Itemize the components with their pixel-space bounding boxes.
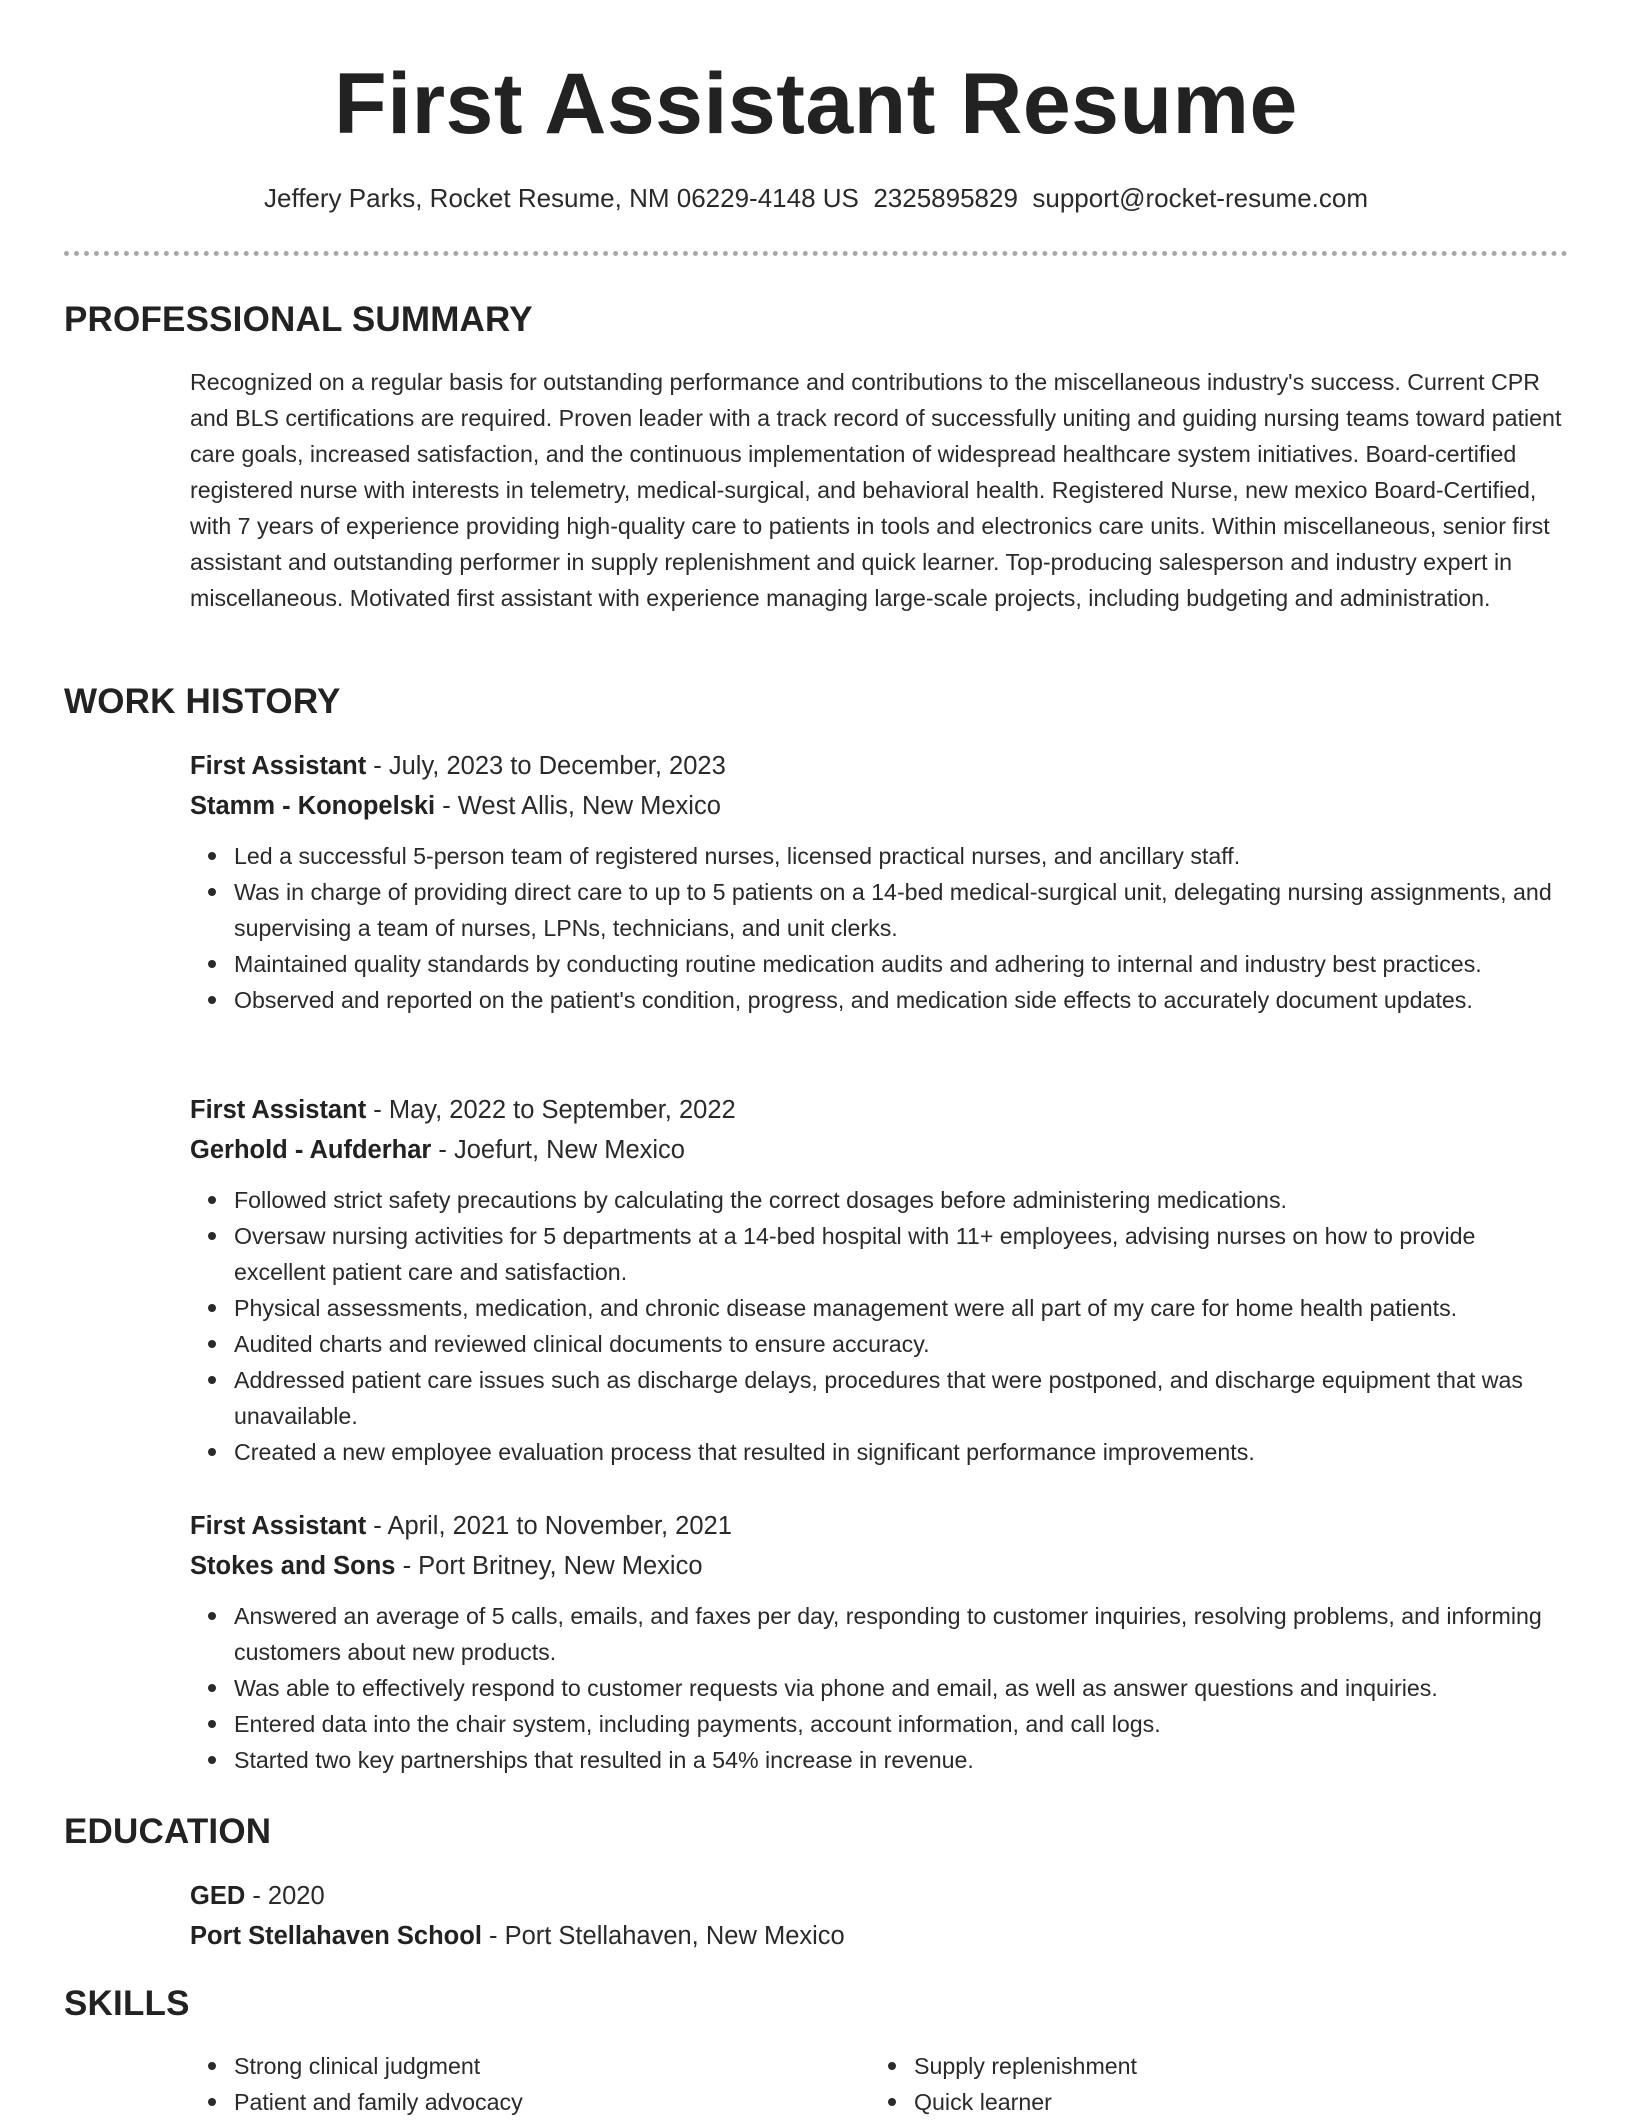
skill-item: Supply replenishment [914, 2048, 1510, 2084]
job-bullets [190, 1598, 1570, 1778]
job-bullet: Audited charts and reviewed clinical documents to ensure accuracy. [234, 1326, 1570, 1362]
job-bullet: Entered data into the chair system, including payments, account information, and call logs. [234, 1706, 1570, 1742]
job-bullets [190, 1182, 1570, 1470]
job-company: Gerhold - Aufderhar [190, 1136, 432, 1164]
job-bullet: Observed and reported on the patient's condition, progress, and medication side effects to accurately document updates. [234, 982, 1570, 1018]
job-bullet: Oversaw nursing activities for 5 departments at a 14-bed hospital with 11+ employees, advising nurses on how to provide excellent patient care and satisfaction. [234, 1218, 1570, 1290]
job-bullet: Maintained quality standards by conducting routine medication audits and adhering to internal and industry best practices. [234, 946, 1570, 982]
header-divider [64, 251, 1568, 256]
job-bullet: Started two key partnerships that resulted in a 54% increase in revenue. [234, 1742, 1570, 1778]
job-company: Stamm - Konopelski [190, 792, 436, 820]
job-title-line [190, 1090, 1570, 1130]
job-entry [190, 1090, 1570, 1470]
education-location: - Port Stellahaven, New Mexico [481, 1922, 845, 1950]
job-location: - Port Britney, New Mexico [395, 1552, 703, 1580]
job-title: First Assistant [190, 1096, 367, 1124]
skill-item: Strong clinical judgment [234, 2048, 830, 2084]
job-location: - Joefurt, New Mexico [431, 1136, 685, 1164]
job-bullet: Led a successful 5-person team of registered nurses, licensed practical nurses, and ancillary staff. [234, 838, 1570, 874]
job-location: - West Allis, New Mexico [435, 792, 721, 820]
contact-email: support@rocket-resume.com [1032, 183, 1369, 213]
skill-item: Quick learner [914, 2084, 1510, 2120]
skill-item: Patient and family advocacy [234, 2084, 830, 2120]
skills-heading: SKILLS [64, 1984, 190, 2023]
summary-heading: PROFESSIONAL SUMMARY [64, 300, 533, 339]
job-company-line [190, 1130, 1570, 1170]
job-bullet: Created a new employee evaluation process that resulted in significant performance improvements. [234, 1434, 1570, 1470]
education-year: - 2020 [245, 1882, 325, 1910]
job-bullet: Answered an average of 5 calls, emails, and faxes per day, responding to customer inquiries, resolving problems, and informing customers about new products. [234, 1598, 1570, 1670]
education-school-line [190, 1916, 1570, 1956]
skills-bullets [870, 2048, 1510, 2120]
job-title: First Assistant [190, 752, 367, 780]
resume-title: First Assistant Resume [334, 56, 1298, 152]
education-degree-line [190, 1876, 1570, 1916]
job-title-line [190, 1506, 1570, 1546]
summary-text: Recognized on a regular basis for outstanding performance and contributions to the miscellaneous industry's success. Current CPR and BLS certifications are required. Proven leader with a track record of successfully uniting and guiding nursing teams toward patient care goals, increased satisfaction, and the continuous implementation of widespread healthcare system initiatives. Board-certified registered nurse with interests in telemetry, medical-surgical, and behavioral health. Registered Nurse, new mexico Board-Certified, with 7 years of experience providing high-quality care to patients in tools and electronics care units. Within miscellaneous, senior first assistant and outstanding performer in supply replenishment and quick learner. Top-producing salesperson and industry expert in miscellaneous. Motivated first assistant with experience managing large-scale projects, including budgeting and administration. [190, 369, 1562, 611]
job-bullet: Addressed patient care issues such as discharge delays, procedures that were postponed, and discharge equipment that was unavailable. [234, 1362, 1570, 1434]
work-history-heading: WORK HISTORY [64, 682, 341, 721]
job-dates: - April, 2021 to November, 2021 [366, 1512, 732, 1540]
contact-phone: 2325895829 [873, 183, 1018, 213]
job-dates: - July, 2023 to December, 2023 [366, 752, 726, 780]
skills-column-right [870, 2048, 1510, 2120]
education-degree: GED [190, 1882, 246, 1910]
education-school: Port Stellahaven School [190, 1922, 482, 1950]
job-entry [190, 1506, 1570, 1778]
skills-column-left [190, 2048, 830, 2120]
education-entry [190, 1876, 1570, 1956]
job-bullet: Followed strict safety precautions by calculating the correct dosages before administering medications. [234, 1182, 1570, 1218]
job-company: Stokes and Sons [190, 1552, 396, 1580]
job-bullet: Was in charge of providing direct care to up to 5 patients on a 14-bed medical-surgical unit, delegating nursing assignments, and supervising a team of nurses, LPNs, technicians, and unit clerks. [234, 874, 1570, 946]
skills-bullets [190, 2048, 830, 2120]
contact-address: Jeffery Parks, Rocket Resume, NM 06229-4148 US [263, 183, 859, 213]
job-dates: - May, 2022 to September, 2022 [366, 1096, 736, 1124]
job-bullet: Physical assessments, medication, and chronic disease management were all part of my care for home health patients. [234, 1290, 1570, 1326]
job-bullets [190, 838, 1570, 1018]
job-company-line [190, 786, 1570, 826]
job-title: First Assistant [190, 1512, 367, 1540]
education-heading: EDUCATION [64, 1812, 272, 1851]
job-title-line [190, 746, 1570, 786]
contact-line [0, 180, 1632, 216]
job-company-line [190, 1546, 1570, 1586]
job-bullet: Was able to effectively respond to customer requests via phone and email, as well as answer questions and inquiries. [234, 1670, 1570, 1706]
job-entry [190, 746, 1570, 1018]
